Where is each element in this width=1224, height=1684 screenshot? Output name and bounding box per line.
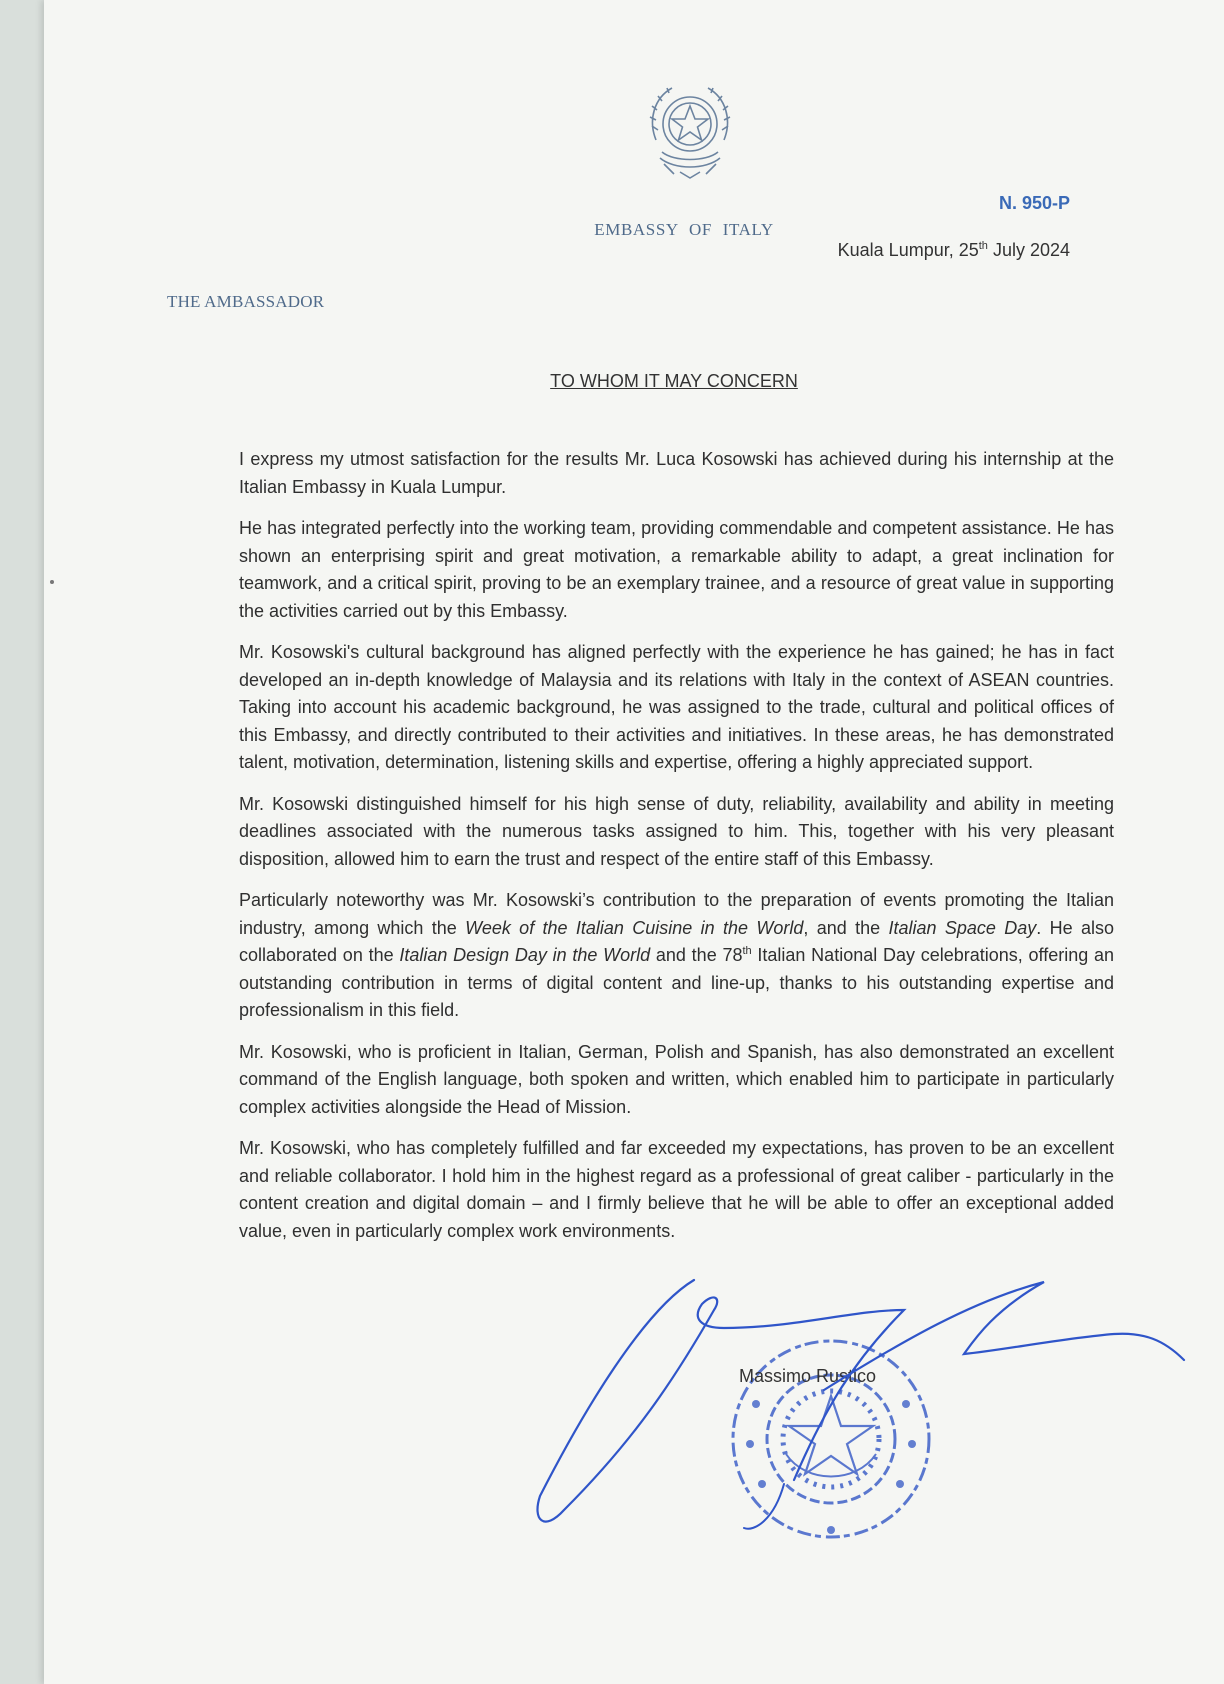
signatory-name: Massimo Rustico xyxy=(739,1366,877,1386)
handwritten-signature xyxy=(524,1270,1224,1540)
paragraph-7: Mr. Kosowski, who has completely fulfilled and far exceeded my expectations, has proven to be an excellent and reliable collaborator. I hold him in the highest regard as a professional of great caliber - particularly in the content creation and digital domain – and I firmly believe that he will be able to offer an exceptional added value, even in particularly complex work environments. xyxy=(239,1138,1114,1241)
paragraph-2: He has integrated perfectly into the working team, providing commendable and competent assistance. He has shown an enterprising spirit and great motivation, a remarkable ability to adapt, a great inclination for teamwork, and a critical spirit, proving to be an exemplary trainee, and a resource of great value in supporting the activities carried out by this Embassy. xyxy=(239,518,1114,621)
sender-office: THE AMBASSADOR xyxy=(167,292,325,311)
letter-body xyxy=(239,446,1114,1259)
letter-heading: TO WHOM IT MAY CONCERN xyxy=(550,371,798,391)
paragraph-3: Mr. Kosowski's cultural background has aligned perfectly with the experience he has gained; he has in fact developed an in-depth knowledge of Malaysia and its relations with Italy in the context of ASEAN countries. Taking into account his academic background, he was assigned to the trade, cultural and political offices of this Embassy, and directly contributed to their activities and initiatives. In these areas, he has demonstrated talent, motivation, determination, listening skills and expertise, offering a highly appreciated support. xyxy=(239,642,1114,772)
paragraph-5: Particularly noteworthy was Mr. Kosowski’s contribution to the preparation of events promoting the Italian industry, among which the Week of the Italian Cuisine in the World, and the Italian Space Day. He also collaborated on the Italian Design Day in the World and the 78th Italian National Day celebrations, offering an outstanding contribution in terms of digital content and line-up, thanks to his outstanding expertise and professionalism in this field. xyxy=(239,890,1114,1020)
embassy-title: EMBASSY OF ITALY xyxy=(594,220,774,239)
italian-republic-emblem-icon xyxy=(644,80,736,182)
paragraph-4: Mr. Kosowski distinguished himself for his high sense of duty, reliability, availability and ability in meeting deadlines associated with the numerous tasks assigned to him. This, together with his very pleasant disposition, allowed him to earn the trust and respect of the entire staff of this Embassy. xyxy=(239,793,1114,869)
reference-number: N. 950-P xyxy=(998,193,1070,213)
paragraph-6: Mr. Kosowski, who is proficient in Italian, German, Polish and Spanish, has also demonstrated an excellent command of the English language, both spoken and written, which enabled him to participate in particularly complex activities alongside the Head of Mission. xyxy=(239,1041,1114,1117)
letter-page xyxy=(44,0,1224,1684)
scan-mark xyxy=(50,580,54,584)
letter-date: Kuala Lumpur, 25th July 2024 xyxy=(837,240,1070,260)
paragraph-1: I express my utmost satisfaction for the results Mr. Luca Kosowski has achieved during his internship at the Italian Embassy in Kuala Lumpur. xyxy=(239,449,1114,497)
